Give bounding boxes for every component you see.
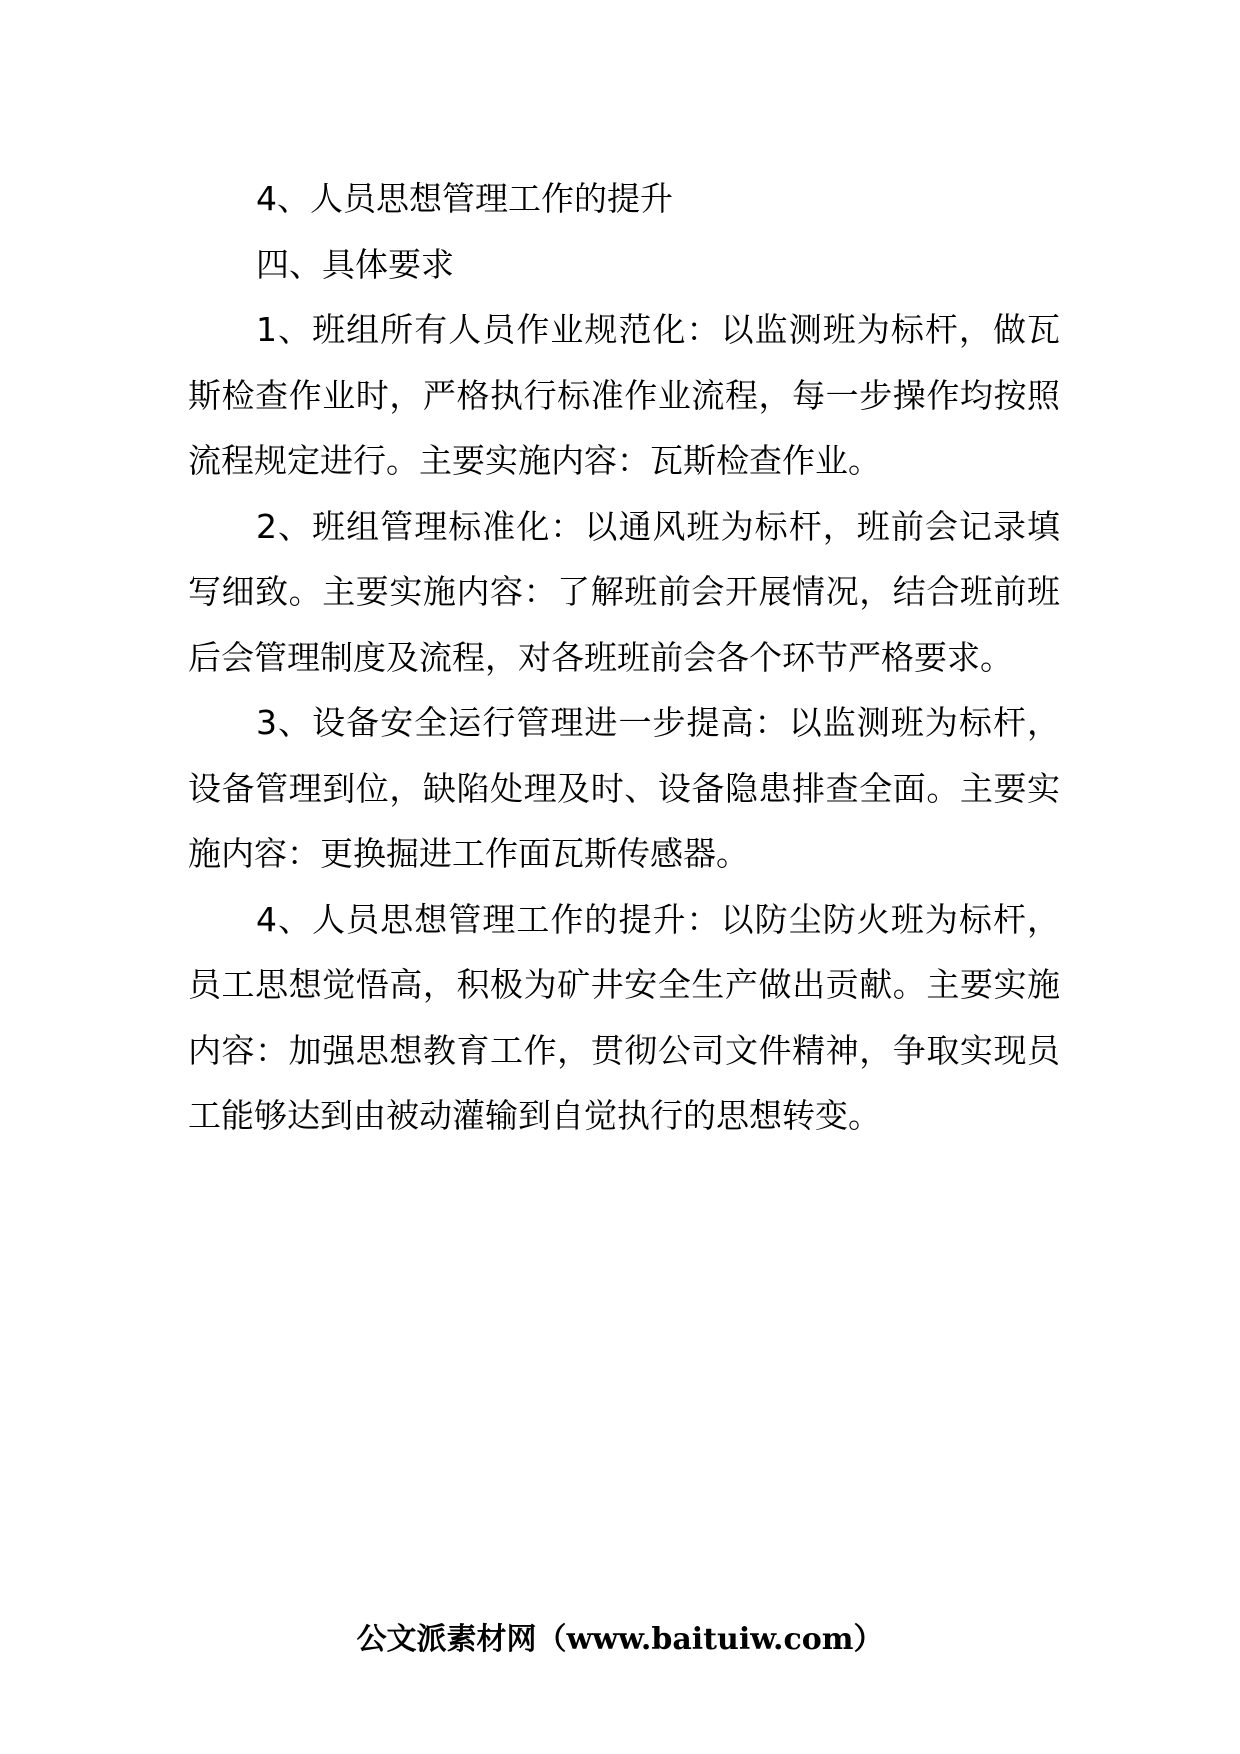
page-footer-watermark: 公文派素材网（www.baituiw.com） xyxy=(356,1622,884,1657)
list-heading-item-4: 4、人员思想管理工作的提升 xyxy=(256,179,673,218)
requirement-paragraph-4: 4、人员思想管理工作的提升：以防尘防火班为标杆，员工思想觉悟高，积极为矿井安全生产做出贡献。主要实施内容：加强思想教育工作，贯彻公司文件精神，争取实现员工能够达到由被动灌输到自觉执行的思想转变。 xyxy=(188,899,1060,1135)
requirement-paragraph-1: 1、班组所有人员作业规范化：以监测班为标杆，做瓦斯检查作业时，严格执行标准作业流程，每一步操作均按照流程规定进行。主要实施内容：瓦斯检查作业。 xyxy=(188,310,1060,480)
requirement-paragraph-2: 2、班组管理标准化：以通风班为标杆，班前会记录填写细致。主要实施内容：了解班前会开展情况，结合班前班后会管理制度及流程，对各班班前会各个环节严格要求。 xyxy=(188,506,1060,677)
requirement-paragraph-3: 3、设备安全运行管理进一步提高：以监测班为标杆，设备管理到位，缺陷处理及时、设备隐患排查全面。主要实施内容：更换掘进工作面瓦斯传感器。 xyxy=(188,703,1060,873)
document-body xyxy=(188,166,1060,1149)
section-heading-requirements: 四、具体要求 xyxy=(256,244,454,284)
